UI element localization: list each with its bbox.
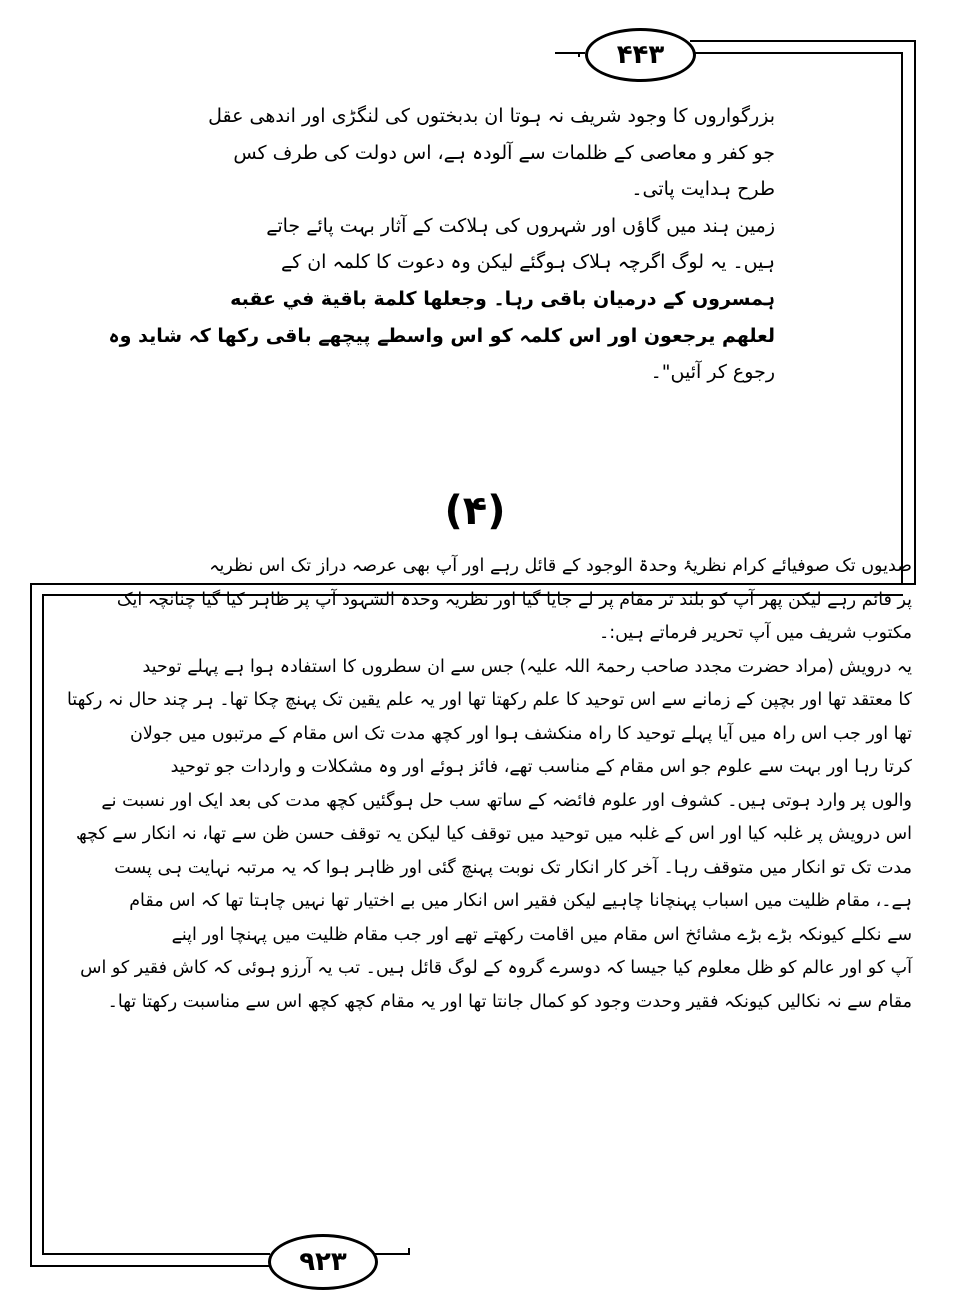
frame-bottom-line-1 xyxy=(30,1265,270,1267)
top-line-5: ہیں۔ یہ لوگ اگرچہ ہلاک ہوگئے لیکن وہ دعوت کا کلمہ ان کے xyxy=(281,251,775,274)
top-line-4: زمین ہند میں گاؤں اور شہروں کی ہلاکت کے آثار بہت پائے جاتے xyxy=(266,214,775,237)
bottom-line-5: کا معتقد تھا اور بچپن کے زمانے سے اس توحید کا علم رکھتا تھا اور یہ علم یقین تک پہنچ چکا تھا۔ ہر چند حال نہ رکھتا xyxy=(66,690,912,710)
bottom-line-1: صدیوں تک صوفیائے کرام نظریۂ وحدۃ الوجود کے قائل رہے اور آپ بھی عرصہ دراز تک اس نظریہ xyxy=(209,556,912,576)
bottom-line-8: والوں پر وارد ہوتی ہیں۔ کشوف اور علوم فائضہ کے ساتھ سب حل ہوگئیں کچھ مدت کی بعد ایک اور نسبت نے xyxy=(101,790,912,811)
frame-right-line-1 xyxy=(914,40,916,585)
frame-top-line-2 xyxy=(690,52,902,54)
frame-right-line-2 xyxy=(901,52,903,585)
frame-top-left-stub xyxy=(555,52,585,54)
frame-bottom-line-2 xyxy=(42,1253,270,1255)
top-page-number: ۴۴۳ xyxy=(585,28,696,82)
bottom-line-11: ہے۔، مقام ظلیت میں اسباب پہنچانا چاہیے لیکن فقیر اس انکار میں بے اختیار تھا نہیں چاہتا تھا کہ اس مقام xyxy=(129,891,912,911)
frame-left-line-1 xyxy=(30,583,32,1266)
bottom-line-13: آپ کو اور عالم کو ظل معلوم کیا جیسا کہ دوسرے گروہ کے لوگ قائل ہیں۔ تب یہ آرزو ہوئی کہ کاش فقیر کو اس xyxy=(80,958,912,978)
top-line-8: رجوع کر آئیں"۔ xyxy=(650,361,775,384)
bottom-line-10: مدت تک تو انکار میں متوقف رہا۔ آخر کار انکار تک نوبت پہنچ گئی اور ظاہر ہوا کہ یہ مرتبہ نہایت ہی پست xyxy=(114,857,912,878)
top-paragraph xyxy=(108,98,775,391)
section-heading: (۴) xyxy=(444,488,506,534)
top-line-7: لعلهم يرجعون اور اس کلمہ کو اس واسطے پیچھے باقی رکھا کہ شاید وہ xyxy=(108,324,775,347)
top-line-6: ہمسروں کے درمیان باقی رہا۔ وجعلها كلمة باقية في عقبه xyxy=(230,287,775,310)
bottom-line-4: یہ درویش (مراد حضرت مجدد صاحب رحمۃ اللہ علیہ) جس سے ان سطروں کا استفادہ ہوا ہے پہلے توحید xyxy=(142,656,912,677)
bottom-line-9: اس درویش پر غلبہ کیا اور اس کے غلبہ میں توحید میں توقف کیا لیکن یہ توقف حسن ظن سے تھا، نہ انکار سے کچھ xyxy=(76,824,912,844)
bottom-page-number: ۹۲۳ xyxy=(268,1234,378,1290)
bottom-paragraph xyxy=(42,550,912,1019)
bottom-line-7: کرتا رہا اور بہت سے علوم جو اس مقام کے مناسب تھے، فائز ہوئے اور وہ مشکلات و واردات جو توحید xyxy=(170,757,912,777)
bottom-line-12: سے نکلے کیونکہ بڑے بڑے مشائخ اس مقام میں اقامت رکھتے تھے اور جب مقام ظلیت میں پہنچا اور اپنے xyxy=(171,924,912,945)
top-line-1: بزرگواروں کا وجود شریف نہ ہوتا ان بدبختوں کی لنگڑی اور اندھی عقل xyxy=(208,105,775,127)
frame-upper-left-line xyxy=(578,52,580,57)
frame-bottom-right-tick xyxy=(408,1248,410,1255)
bottom-line-6: تھا اور جب اس راہ میں آیا پہلے توحید کا راہ منکشف ہوا اور کچھ مدت تک اس مقام کے مرتبوں میں جولان xyxy=(129,723,912,744)
bottom-line-2: پر قائم رہے لیکن پھر آپ کو بلند تر مقام پر لے جایا گیا اور نظریہ وحدۃ الشہود آپ پر ظاہر کیا گیا چنانچہ ایک xyxy=(116,589,912,610)
bottom-line-14: مقام سے نہ نکالیں کیونکہ فقیر وحدت وجود کو کمال جانتا تھا اور یہ مقام کچھ کچھ اس سے مناسبت رکھتا تھا۔ xyxy=(107,991,912,1012)
bottom-line-3: مکتوب شریف میں آپ تحریر فرماتے ہیں:۔ xyxy=(598,623,912,643)
top-line-3: طرح ہدایت پاتی۔ xyxy=(631,178,775,201)
top-line-2: جو کفر و معاصی کے ظلمات سے آلودہ ہے، اس دولت کی طرف کس xyxy=(233,141,775,164)
frame-top-line-1 xyxy=(690,40,915,42)
